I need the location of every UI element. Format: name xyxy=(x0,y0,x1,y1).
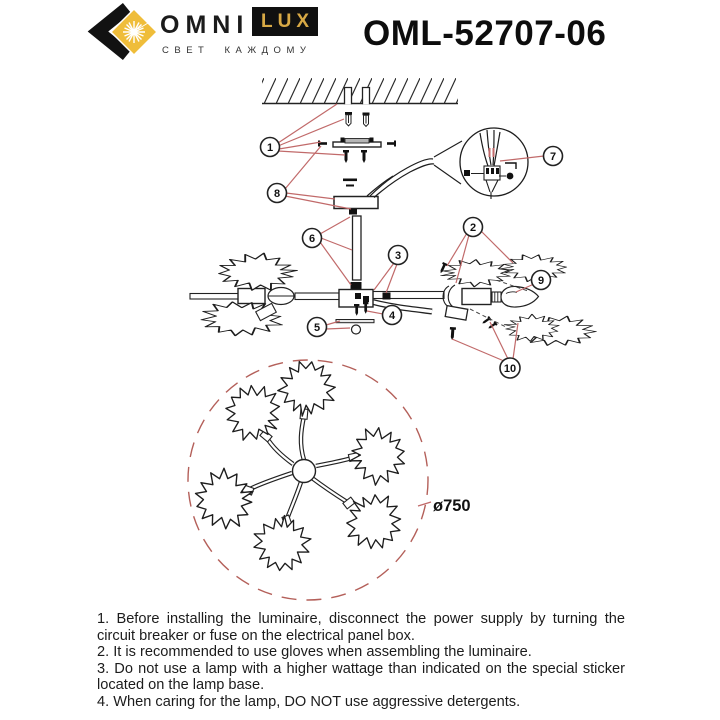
brand-mark-icon xyxy=(98,8,157,55)
callout-2 xyxy=(464,218,483,237)
instruction-item: 3. Do not use a lamp with a higher wattage than indicated on the special sticker located on the lamp base. xyxy=(97,660,625,694)
svg-text:3: 3 xyxy=(394,250,402,262)
diameter-label: ø750 xyxy=(433,497,471,515)
svg-text:5: 5 xyxy=(313,322,321,334)
ceiling-slot xyxy=(363,88,370,105)
bottom-hub xyxy=(293,460,316,483)
instruction-item: 1. Before installing the luminaire, disconnect the power supply by turning the circuit breaker or fuse on the electrical panel box. xyxy=(97,611,625,644)
washer-bar xyxy=(336,320,374,323)
svg-text:1: 1 xyxy=(266,142,274,154)
callout-10 xyxy=(500,358,520,378)
shade-screw xyxy=(438,262,447,274)
canopy xyxy=(334,197,378,215)
ceiling-hatch xyxy=(262,78,458,104)
mounting-screws xyxy=(343,150,367,163)
instruction-item: 2. It is recommended to use gloves when assembling the luminaire. xyxy=(97,644,532,661)
svg-text:2: 2 xyxy=(469,222,477,234)
stem-tube xyxy=(351,216,362,289)
callout-7 xyxy=(544,147,563,166)
instruction-item: 4. When caring for the lamp, DO NOT use aggressive detergents. xyxy=(97,693,521,710)
finial-nut xyxy=(352,325,361,334)
svg-text:8: 8 xyxy=(273,188,281,200)
svg-text:4: 4 xyxy=(388,310,396,322)
svg-text:10: 10 xyxy=(503,363,517,375)
ceiling-slot xyxy=(345,88,352,105)
brand-lux-box xyxy=(252,7,318,36)
mounting-bracket xyxy=(318,138,396,148)
callout-8 xyxy=(268,184,287,203)
power-wire xyxy=(367,159,434,198)
brand-tagline: СВЕТ КАЖДОМУ xyxy=(162,45,312,56)
arm-left xyxy=(190,288,339,305)
lamp-socket-right xyxy=(462,289,491,305)
svg-text:7: 7 xyxy=(549,151,557,163)
callout-6 xyxy=(303,229,322,248)
svg-text:6: 6 xyxy=(308,233,316,245)
anchor-plugs xyxy=(345,112,370,126)
callout-5 xyxy=(308,318,327,337)
bulb xyxy=(492,286,539,307)
callout-3 xyxy=(389,246,408,265)
terminal-marks xyxy=(343,179,357,187)
lamp-socket-left xyxy=(238,289,265,304)
callout-1 xyxy=(261,138,280,157)
model-number: OML-52707-06 xyxy=(363,14,607,53)
callout-9 xyxy=(532,271,551,290)
callout-4 xyxy=(383,306,402,325)
svg-text:9: 9 xyxy=(537,275,545,287)
brand-name-primary: OMNI xyxy=(160,11,250,39)
bottom-view xyxy=(188,357,471,600)
wiring-detail-inset xyxy=(434,128,528,199)
brand-name-secondary: LUX xyxy=(261,10,314,32)
arm-bolt xyxy=(383,293,391,300)
instructions-list xyxy=(97,611,625,711)
